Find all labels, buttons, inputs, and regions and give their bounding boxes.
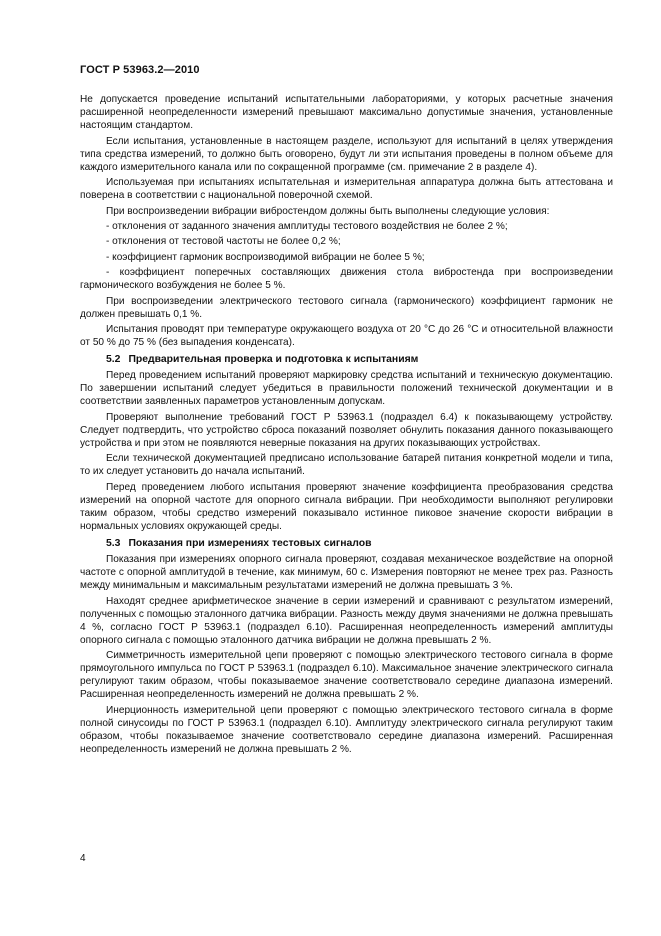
- section-heading-5-3: [106, 537, 613, 550]
- list-item: - коэффициент гармоник воспроизводимой вибрации не более 5 %;: [106, 251, 425, 263]
- paragraph: Если испытания, установленные в настоящем разделе, используют для испытаний в целях утверждения типа средства измерений, то должно быть оговорено, будут ли эти испытания проведены в полном объеме для каждого измерительного канала или по сокращенной программе (см. примечание 2 в разделе 4).: [80, 135, 613, 173]
- page-number: 4: [80, 853, 86, 864]
- document-body: [80, 93, 613, 758]
- paragraph: Перед проведением любого испытания проверяют значение коэффициента преобразования средства измерений на опорной частоте для опорного сигнала вибрации. При необходимости выполняют регулировки таким образом, чтобы средство измерений показывало истинное пиковое значение скорости вибрации в нормальных условиях окружающей среды.: [80, 481, 613, 533]
- paragraph: Используемая при испытаниях испытательная и измерительная аппаратура должна быть аттестована и поверена в соответствии с национальной поверочной схемой.: [80, 177, 613, 202]
- paragraph: Инерционность измерительной цепи проверяют с помощью электрического тестового сигнала в форме полной синусоиды по ГОСТ Р 53963.1 (подраздел 6.10). Амплитуду электрического сигнала регулируют таким образом, чтобы показываемое значение соответствовало середине диапазона измерений. Расширенная неопределенность измерений не должна превышать 2 %.: [80, 704, 613, 755]
- list-item: - отклонения от тестовой частоты не более 0,2 %;: [106, 236, 341, 248]
- paragraph: При воспроизведении электрического тестового сигнала (гармонического) коэффициент гармоник не должен превышать 0,1 %.: [80, 295, 613, 320]
- paragraph: Симметричность измерительной цепи проверяют с помощью электрического тестового сигнала в форме прямоугольного импульса по ГОСТ Р 53963.1 (подраздел 6.10). Максимальное значение электрического сигнала регулируют таким образом, чтобы показываемое значение соответствовало середине диапазона измерений. Расширенная неопределенность измерений не должна превышать 2 %.: [80, 650, 613, 701]
- paragraph: Проверяют выполнение требований ГОСТ Р 53963.1 (подраздел 6.4) к показывающему устройству. Следует подтвердить, что устройство сброса показаний позволяет обнулить показания данного показывающего устройства и при этом не появляются неверные показания на других показывающих устройствах.: [80, 411, 613, 449]
- paragraph: Показания при измерениях опорного сигнала проверяют, создавая механическое воздействие на опорной частоте с опорной амплитудой в течение, как минимум, 60 с. Измерения повторяют не менее трех раз. Разность между минимальным и максимальным результатами измерений не должна превышать 3 %.: [80, 554, 613, 592]
- paragraph: Испытания проводят при температуре окружающего воздуха от 20 °C до 26 °C и относительной влажности от 50 % до 75 % (без выпадения конденсата).: [80, 324, 613, 349]
- section-heading-5-2: [106, 353, 613, 366]
- paragraph: Не допускается проведение испытаний испытательными лабораториями, у которых расчетные значения расширенной неопределенности измерений превышают максимально допустимые значения, установленные настоящим стандартом.: [80, 94, 613, 132]
- section-title: Предварительная проверка и подготовка к испытаниям: [128, 354, 419, 366]
- paragraph: При воспроизведении вибрации вибростендом должны быть выполнены следующие условия:: [106, 205, 550, 217]
- paragraph: Перед проведением испытаний проверяют маркировку средства испытаний и техническую документацию. По завершении испытаний следует убедиться в правильности положений технической документации и в соответствии заявленных параметров установленным допускам.: [80, 370, 613, 408]
- paragraph: Находят среднее арифметическое значение в серии измерений и сравнивают с результатом измерений, полученных с помощью эталонного датчика вибрации. Разность между двумя значениями не должна превышать 4 %, согласно ГОСТ Р 53963.1 (подраздел 6.10). Расширенная неопределенность измерений амплитуды опорного сигнала с помощью эталонного датчика вибрации не должна превышать 2 %.: [80, 595, 613, 646]
- section-number: 5.2: [106, 354, 121, 366]
- list-item: - коэффициент поперечных составляющих движения стола вибростенда при воспроизведении гармонического возбуждения не более 5 %.: [80, 267, 613, 292]
- document-header: ГОСТ Р 53963.2—2010: [80, 64, 200, 76]
- paragraph: Если технической документацией предписано использование батарей питания конкретной модели и типа, то их следует установить до начала испытаний.: [80, 453, 613, 478]
- list-item: - отклонения от заданного значения амплитуды тестового воздействия не более 2 %;: [106, 220, 508, 232]
- section-number: 5.3: [106, 538, 121, 550]
- section-title: Показания при измерениях тестовых сигналов: [128, 538, 372, 550]
